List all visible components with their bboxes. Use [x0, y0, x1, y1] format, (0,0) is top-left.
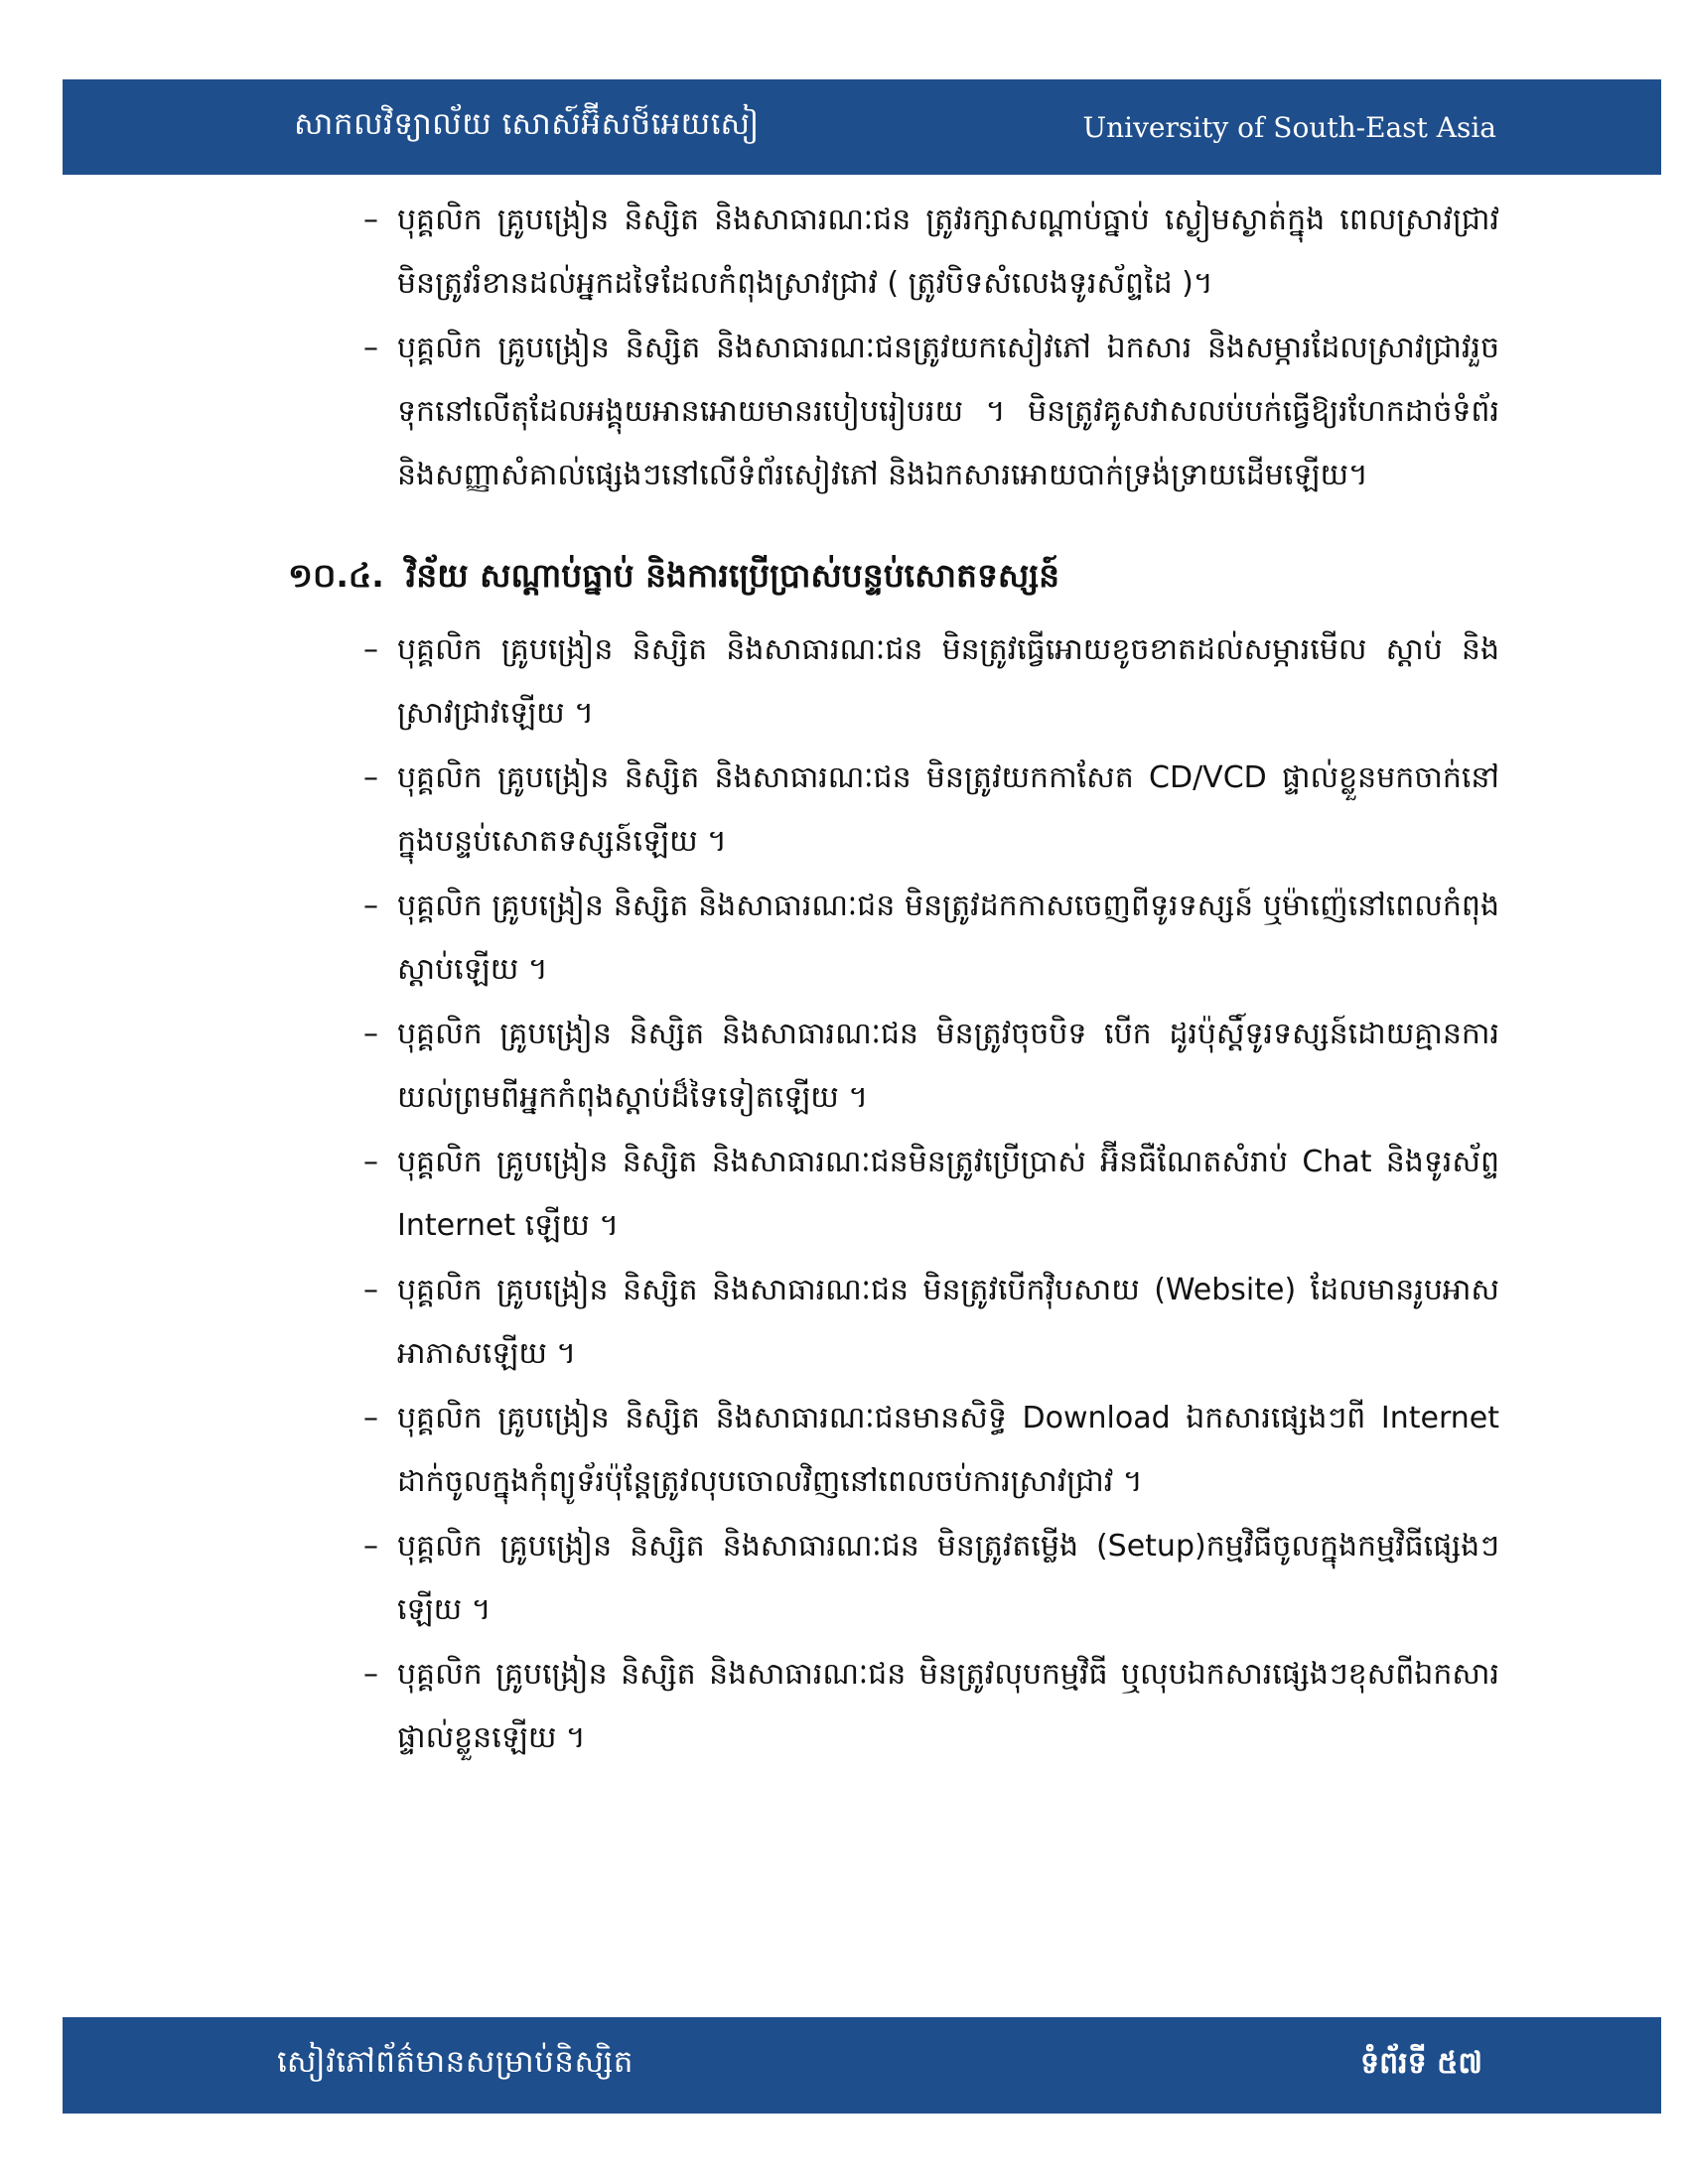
footer-banner [63, 2017, 1661, 2114]
dash-bullet: – [363, 203, 378, 237]
list-item: – បុគ្គលិក គ្រូបង្រៀន និស្សិត និងសាធារណៈជនមានសិទ្ធិ Download ឯកសារផ្សេងៗពី Internet ដាក់ចូលក្នុងកុំព្យូទ័រប៉ុន្តែត្រូវលុបចោលវិញនៅពេលចប់ការស្រាវជ្រាវ ។ [0, 1387, 1688, 1514]
list-item: – បុគ្គលិក គ្រូបង្រៀន និស្សិត និងសាធារណៈជន មិនត្រូវលុបកម្មវិធី ឬលុបឯកសារផ្សេងៗខុសពីឯកសារផ្ទាល់ខ្លួនឡើយ ។ [0, 1643, 1688, 1770]
section-rule-list [0, 618, 1688, 1770]
dash-bullet: – [363, 760, 378, 795]
dash-bullet: – [363, 1401, 378, 1435]
list-item: – បុគ្គលិក គ្រូបង្រៀន និស្សិត និងសាធារណៈជន មិនត្រូវដកកាសចេញពីទូរទស្សន៍ ឬម៉ាញ៉េនៅពេលកំពុងស្ដាប់ឡើយ ។ [0, 875, 1688, 1002]
list-item: – បុគ្គលិក គ្រូបង្រៀន និស្សិត និងសាធារណៈជន មិនត្រូវយកកាសែត CD/VCD ផ្ទាល់ខ្លួនមកចាក់នៅក្នុងបន្ទប់សោតទស្សន៍ឡើយ ។ [0, 747, 1688, 874]
dash-bullet: – [363, 1017, 378, 1051]
list-item: – បុគ្គលិក គ្រូបង្រៀន និស្សិត និងសាធារណៈជនមិនត្រូវប្រើប្រាស់ អ៊ីនធឺណែតសំរាប់ Chat និងទូរស័ព្ទ Internet ឡើយ ។ [0, 1131, 1688, 1258]
section-title: វិន័យ សណ្ដាប់ធ្នាប់ និងការប្រើប្រាស់បន្ទប់សោតទស្សន៍ [405, 556, 1060, 595]
footer-handbook-title: សៀវភៅព័ត៌មានសម្រាប់និស្សិត [277, 2044, 633, 2080]
dash-bullet: – [363, 1145, 378, 1179]
dash-bullet: – [363, 1657, 378, 1692]
dash-bullet: – [363, 1529, 378, 1564]
list-item: – បុគ្គលិក គ្រូបង្រៀន និស្សិត និងសាធារណៈជន មិនត្រូវចុចបិទ បើក ដូរប៉ុស្ដិ៍ទូរទស្សន៍ដោយគ្មានការយល់ព្រមពីអ្នកកំពុងស្ដាប់ដ៏ទៃទៀតឡើយ ។ [0, 1003, 1688, 1130]
list-item: – បុគ្គលិក គ្រូបង្រៀន និស្សិត និងសាធារណៈជន មិនត្រូវតម្លើង (Setup)កម្មវិធីចូលក្នុងកម្មវិធីផ្សេងៗឡើយ ។ [0, 1515, 1688, 1642]
section-number: ១០.៤. [288, 556, 384, 595]
list-item: – បុគ្គលិក គ្រូបង្រៀន និស្សិត និងសាធារណៈជន មិនត្រូវធ្វើអោយខូចខាតដល់សម្ភារមើល ស្ដាប់ និងស្រាវជ្រាវឡើយ ។ [0, 618, 1688, 746]
list-item: – បុគ្គលិក គ្រូបង្រៀន និស្សិត និងសាធារណៈជនត្រូវយកសៀវភៅ ឯកសារ និងសម្ភារដែលស្រាវជ្រាវរួចទុកនៅលើតុដែលអង្គុយអានអោយមានរបៀបរៀបរយ ។ មិនត្រូវគូសវាសលប់បក់ធ្វើឱ្យរហែកដាច់ទំព័រ និងសញ្ញាសំគាល់ផ្សេងៗនៅលើទំព័រសៀវភៅ និងឯកសារអោយបាក់ទ្រង់ទ្រាយដើមឡើយ។ [0, 317, 1688, 507]
list-item: – បុគ្គលិក គ្រូបង្រៀន និស្សិត និងសាធារណៈជន មិនត្រូវបើកវ៉ិបសាយ (Website) ដែលមានរូបអាសអាភាសឡើយ ។ [0, 1259, 1688, 1386]
section-heading [288, 541, 1688, 611]
page-number: ទំព័រទី ៥៧ [1360, 2045, 1482, 2081]
dash-bullet: – [363, 331, 378, 365]
page-content [0, 189, 1688, 1771]
top-rule-list [0, 189, 1688, 507]
header-banner [63, 79, 1661, 175]
dash-bullet: – [363, 632, 378, 667]
header-university-name-en: University of South-East Asia [1082, 110, 1496, 144]
dash-bullet: – [363, 1273, 378, 1307]
dash-bullet: – [363, 888, 378, 923]
list-item: – បុគ្គលិក គ្រូបង្រៀន និស្សិត និងសាធារណៈជន ត្រូវរក្សាសណ្ដាប់ធ្នាប់ ស្ងៀមស្ងាត់ក្នុង ពេលស្រាវជ្រាវមិនត្រូវរំខានដល់អ្នកដទៃដែលកំពុងស្រាវជ្រាវ ( ត្រូវបិទសំលេងទូរស័ព្ទដៃ )។ [0, 189, 1688, 316]
header-university-name-km: សាកលវិទ្យាល័យ សោស៍អ៊ីសថ៍អេយសៀ [294, 105, 760, 142]
